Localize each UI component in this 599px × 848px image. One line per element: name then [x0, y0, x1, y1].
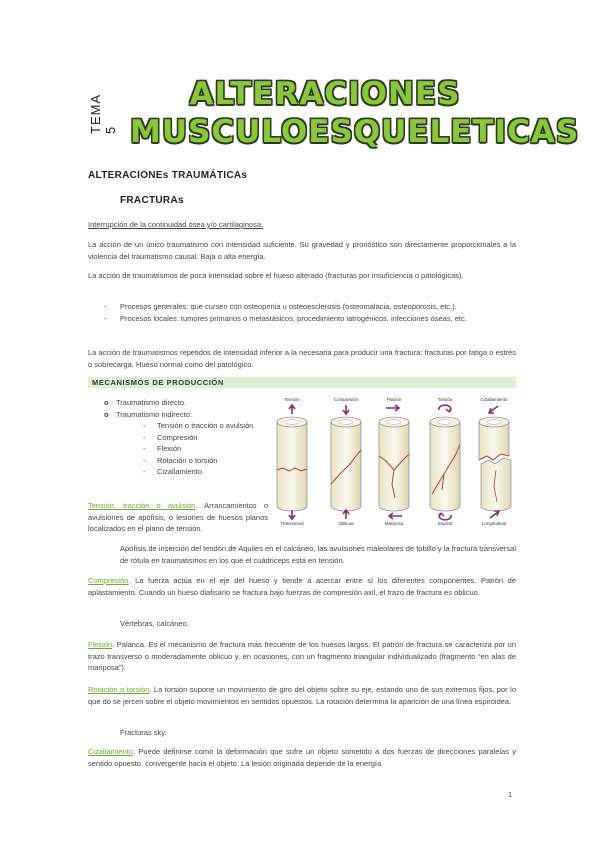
cizallamiento-term: Cizallamiento — [88, 747, 134, 756]
tension-paragraph: Tensión, tracción o avulsión. Arrancamientos o avulsiones de apófisis, o lesiones de huesos planos localizados en el plano de tensión. — [88, 501, 269, 533]
compresion-example: Vértebras, calcáneo. — [120, 619, 189, 628]
list-item: - Procesos locales: tumores primarios o metastásicos, procedimiento iatrogénicos, infecciones óseas, etc. — [104, 313, 467, 323]
diagram-label-espiral: Espiral — [438, 521, 452, 526]
page-title-line-2: MUSCULOESQUELETICAS — [130, 114, 580, 150]
intro-paragraph-2: La acción de traumatismos de poca intensidad sobre el hueso alterado (fracturas por insuficiencia o patológicas). — [88, 271, 464, 280]
mechanism-list — [104, 397, 264, 420]
bone-tension-icon — [277, 405, 307, 519]
diagram-label-torsion: Torsión — [437, 397, 453, 402]
list-item: o Traumatismo directo. — [104, 398, 187, 407]
diagram-label-longitudinal: Longitudinal — [481, 521, 507, 526]
rotacion-paragraph: Rotación o torsión. La torsión supone un movimiento de giro del objeto sobre su eje, estando uno de sus extremos fijos, por lo que do se jercen sobre el objeto movimientos en sentidos opuestos. La rotación determina la aparición de una línea espiroidea. — [88, 685, 516, 706]
mechanism-sublist — [143, 420, 265, 478]
topic-number: TEMA 5 — [88, 94, 118, 134]
compresion-paragraph: Compresión. La fuerza actúa en el eje del hueso y tiende a acercar entre sí los diferentes componentes. Patrón de aplastamiento. Cuando un hueso diafisario se fractura bajo fuerzas de compresión axil, el trazo de fractura es oblicuo. — [88, 576, 516, 597]
compresion-term: Compresión — [88, 576, 129, 585]
flexion-paragraph: Flexión. Palanca. Es el mecanismo de fractura más frecuente de los huesos largos. El patrón de fractura se caracteriza por un trazo transverso o moderadamente oblicuo y, en ocasiones, con un fragmento triangular individualizado (fragmento “en alas de mariposa”). — [88, 640, 516, 672]
diagram-label-cizallamiento: Cizallamiento — [480, 397, 508, 402]
list-item: - Compresión — [143, 432, 198, 442]
page-title-line-1: ALTERACIONES — [189, 76, 461, 112]
diagram-label-compresion: Compresión — [333, 397, 359, 402]
diagram-label-tension: Tensión — [284, 397, 300, 402]
diagram-label-mariposa: Mariposa — [384, 521, 404, 526]
cizallamiento-paragraph: Cizallamiento. Puede definirse como la deformación que sufre un objeto sometido a dos fuerzas de direcciones paralelas y sentido opuesto, convergente hacia el objeto. La lesión originada depende de la energía — [88, 747, 516, 768]
rotacion-example: Fracturas sky. — [120, 728, 167, 737]
list-item: - Cizallamiento — [143, 467, 203, 476]
tension-term: Tensión, tracción o avulsión — [88, 501, 196, 510]
list-item: - Procesos generales: que cursen con osteopenia u osteoesclerosis (osteomalacia, osteoporosis, etc.). — [104, 302, 457, 311]
intro-paragraph-3: La acción de traumatismos repetidos de intensidad inferior a la necesaria para producir una fractura: fracturas por fatiga o estrés o sobrecarga. Hueso normal como del patológico. — [88, 348, 516, 369]
section-heading: ALTERACIONEs TRAUMÁTICAs — [88, 170, 248, 181]
fracture-mechanisms-diagram — [268, 394, 518, 532]
list-item: - Tensión o tracción o avulsión — [143, 421, 254, 430]
section-subheading: FRACTURAs — [120, 195, 184, 206]
intro-bullet-list — [104, 301, 516, 324]
list-item: - Flexión — [143, 444, 182, 453]
bone-compression-icon — [331, 405, 361, 519]
page-number: 1 — [508, 790, 513, 799]
tension-example: Apófisis de inserción del tendón de Aquiles en el calcáneo, las avulsiones maleolares de tobillo y la fractura transversal de rótula en traumatismos en los que el cuádriceps está en tensión. — [120, 544, 516, 565]
bone-torsion-icon — [430, 405, 460, 520]
bone-flexion-icon — [379, 405, 409, 519]
rotacion-term: Rotación o torsión — [88, 685, 150, 694]
intro-paragraph-1: La acción de un único traumatismo con intensidad suficiente. Su gravedad y pronóstico son directamente proporcionales a la violencia del traumatismo causal. Baja o alta energía. — [88, 240, 516, 261]
diagram-label-flexion: Flexión — [386, 397, 402, 402]
flexion-term: Flexión — [88, 640, 113, 649]
bone-shear-icon — [479, 406, 511, 518]
diagram-label-oblicua: Oblicua — [338, 521, 354, 526]
diagram-label-transversal: Transversal — [280, 521, 304, 526]
list-item: - Rotación o torsión — [143, 455, 218, 465]
mecanismos-heading: MECANISMOS DE PRODUCCIÓN — [92, 378, 224, 387]
list-item: o Traumatismo indirecto: — [104, 409, 192, 419]
definition-text: Interrupción de la continuidad ósea y/o cartilaginosa. — [88, 220, 264, 229]
